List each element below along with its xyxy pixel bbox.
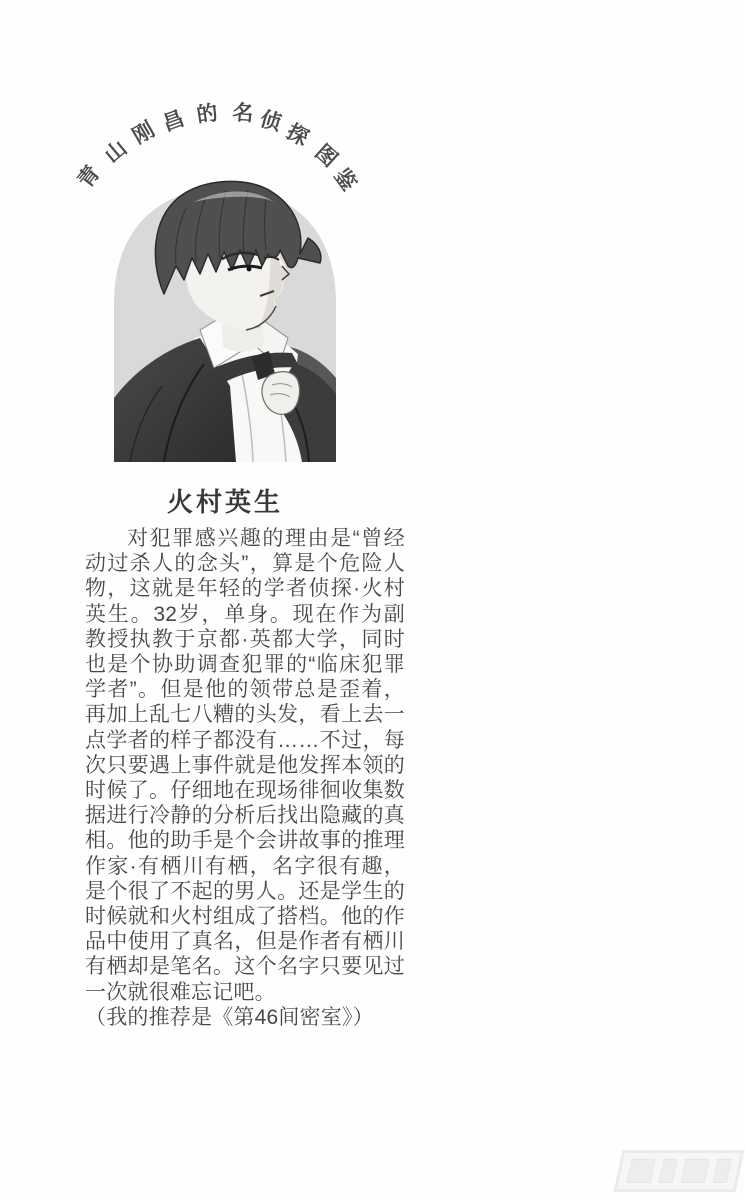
arc-title-char: 青 <box>73 161 105 193</box>
character-description: 对犯罪感兴趣的理由是“曾经动过杀人的念头”，算是个危险人物，这就是年轻的学者侦探·火村英生。32岁，单身。现在作为副教授执教于京都·英都大学，同时也是个协助调查犯罪的“临床犯罪学者”。但是他的领带总是歪着，再加上乱七八糟的头发，看上去一点学者的样子都没有……不过，每次只要遇上事件就是他发挥本领的时候了。仔细地在现场徘徊收集数据进行冷静的分析后找出隐藏的真相。他的助手是个会讲故事的推理作家·有栖川有栖，名字很有趣，是个很了不起的男人。还是学生的时候就和火村组成了搭档。他的作品中使用了真名，但是作者有栖川有栖却是笔名。这个名字只要见过一次就很难忘记吧。 <box>85 527 405 1004</box>
arc-title-char: 昌 <box>159 107 188 136</box>
watermark-logo <box>614 1150 745 1192</box>
watermark-block <box>626 1159 655 1183</box>
recommendation-line: （我的推荐是《第46间密室》） <box>85 1005 374 1029</box>
arc-title-char: 探 <box>282 120 312 151</box>
arc-title-char: 刚 <box>128 118 159 149</box>
portrait-illustration <box>102 162 348 462</box>
arc-title-char: 鉴 <box>329 164 361 196</box>
arc-title-char: 山 <box>100 136 132 168</box>
watermark-block <box>680 1159 709 1183</box>
character-portrait <box>102 162 348 462</box>
profile-text-column <box>85 526 405 1030</box>
character-name: 火村英生 <box>166 487 283 517</box>
arc-title-char: 的 <box>195 101 220 128</box>
watermark-block <box>658 1159 677 1183</box>
watermark-block <box>712 1159 731 1183</box>
arc-title-char: 侦 <box>257 107 284 136</box>
arc-title-char: 名 <box>231 101 255 126</box>
arc-title-char: 图 <box>310 140 342 172</box>
